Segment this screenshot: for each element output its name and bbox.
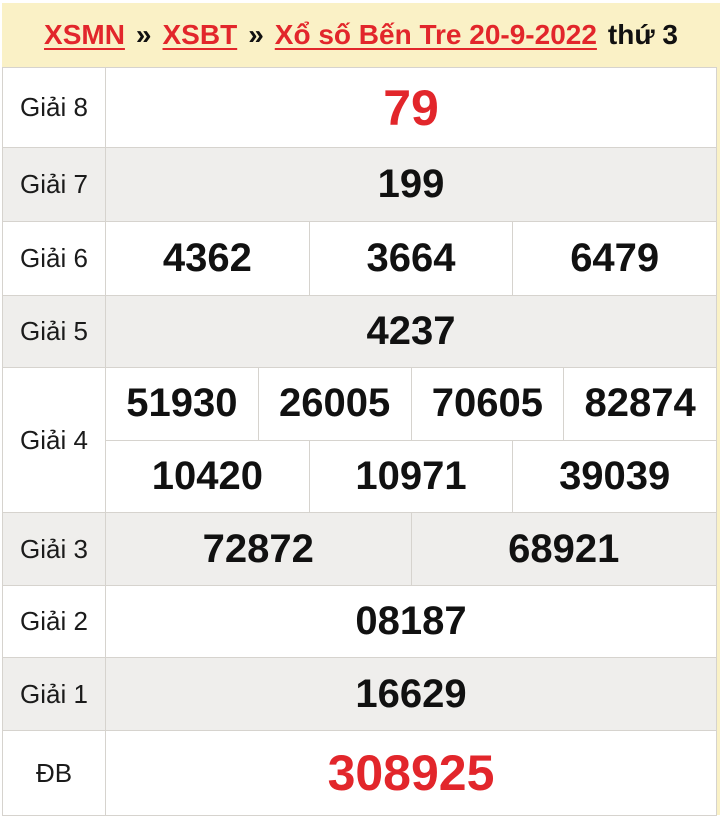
lottery-results-table xyxy=(2,67,717,816)
prize-label-giai-6: Giải 6 xyxy=(3,222,106,295)
prize-number: 82874 xyxy=(563,368,716,440)
breadcrumb-link-xsmn[interactable]: XSMN xyxy=(44,19,125,50)
prize-values-giai-2 xyxy=(106,586,716,657)
prize-number: 10420 xyxy=(151,453,263,498)
prize-number: 08187 xyxy=(355,599,467,643)
prize-number: 70605 xyxy=(411,368,564,440)
prize-label-giai-8: Giải 8 xyxy=(3,68,106,147)
prize-label-giai-2: Giải 2 xyxy=(3,586,106,657)
prize-group-giai-7-1 xyxy=(106,148,716,221)
prize-values-giai-6 xyxy=(106,222,716,295)
prize-group-giai-4-1 xyxy=(106,368,716,440)
prize-group-giai-1-1 xyxy=(106,658,716,730)
prize-label-giai-1: Giải 1 xyxy=(3,658,106,730)
prize-row-giai-5 xyxy=(3,296,716,368)
prize-number: 16629 xyxy=(355,671,467,716)
prize-number: 4237 xyxy=(366,309,456,353)
prize-group-giai-3-1 xyxy=(106,513,716,585)
prize-number: 10971 xyxy=(309,441,513,513)
prize-row-giai-6 xyxy=(3,222,716,296)
prize-number: 199 xyxy=(377,162,445,206)
prize-group-giai-5-1 xyxy=(106,296,716,367)
prize-number: 308925 xyxy=(327,745,495,801)
prize-group-giai-db-1 xyxy=(106,731,716,815)
prize-row-giai-4 xyxy=(3,368,716,513)
prize-row-giai-1 xyxy=(3,658,716,731)
breadcrumb-weekday-label: thứ 3 xyxy=(607,19,678,50)
prize-group-giai-6-1 xyxy=(106,222,716,295)
prize-number: 79 xyxy=(383,79,439,136)
prize-values-giai-4 xyxy=(106,368,716,512)
prize-number: 4362 xyxy=(162,236,252,280)
prize-label-giai-4: Giải 4 xyxy=(3,368,106,512)
prize-row-giai-3 xyxy=(3,513,716,586)
prize-label-giai-db: ĐB xyxy=(3,731,106,815)
breadcrumb xyxy=(2,3,720,67)
prize-values-giai-5 xyxy=(106,296,716,367)
prize-values-giai-7 xyxy=(106,148,716,221)
prize-number: 3664 xyxy=(309,222,513,295)
prize-row-giai-8 xyxy=(3,68,716,148)
page-container xyxy=(2,3,720,815)
prize-values-giai-1 xyxy=(106,658,716,730)
prize-group-giai-2-1 xyxy=(106,586,716,657)
prize-number: 72872 xyxy=(202,526,314,571)
prize-values-giai-db xyxy=(106,731,716,815)
breadcrumb-link-current-draw[interactable]: Xổ số Bến Tre 20-9-2022 xyxy=(274,19,597,50)
breadcrumb-separator-icon: » xyxy=(248,19,264,50)
prize-row-giai-2 xyxy=(3,586,716,658)
prize-number: 51930 xyxy=(126,381,238,426)
prize-values-giai-3 xyxy=(106,513,716,585)
prize-number: 6479 xyxy=(512,222,716,295)
prize-label-giai-7: Giải 7 xyxy=(3,148,106,221)
prize-values-giai-8 xyxy=(106,68,716,147)
prize-number: 39039 xyxy=(512,441,716,513)
prize-row-giai-db xyxy=(3,731,716,816)
breadcrumb-link-xsbt[interactable]: XSBT xyxy=(162,19,238,50)
prize-group-giai-4-2 xyxy=(106,440,716,513)
prize-row-giai-7 xyxy=(3,148,716,222)
prize-number: 26005 xyxy=(258,368,411,440)
prize-group-giai-8-1 xyxy=(106,68,716,147)
prize-label-giai-3: Giải 3 xyxy=(3,513,106,585)
breadcrumb-separator-icon: » xyxy=(135,19,152,50)
prize-label-giai-5: Giải 5 xyxy=(3,296,106,367)
prize-number: 68921 xyxy=(411,513,717,585)
